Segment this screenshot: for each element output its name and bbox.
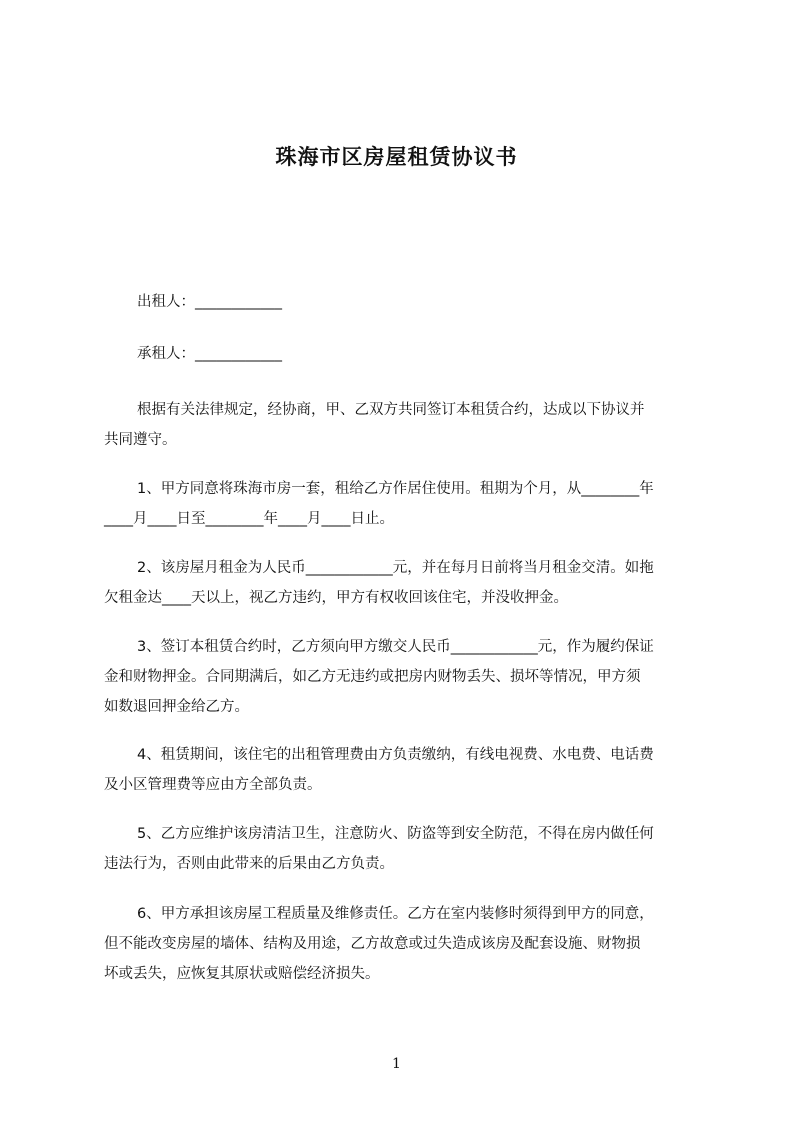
clause-6-line-2: 但不能改变房屋的墙体、结构及用途，乙方故意或过失造成该房及配套设施、财物损 [104, 936, 641, 952]
document-title: 珠海市区房屋租赁协议书 [275, 145, 518, 169]
clause-2-line-2: 欠租金达____天以上，视乙方违约，甲方有权收回该住宅，并没收押金。 [104, 590, 568, 606]
lessor-field: 出租人：____________ [137, 294, 282, 310]
clause-6-line-1: 6、甲方承担该房屋工程质量及维修责任。乙方在室内装修时须得到甲方的同意， [137, 906, 654, 922]
intro-line-1: 根据有关法律规定，经协商，甲、乙双方共同签订本租赁合约，达成以下协议并 [137, 402, 645, 418]
clause-6-paragraph [104, 899, 704, 989]
clause-3-line-1: 3、签订本租赁合约时，乙方须向甲方缴交人民币____________元，作为履约保证 [137, 639, 654, 655]
clause-5-paragraph [104, 819, 704, 879]
clause-3-line-3: 如数退回押金给乙方。 [104, 699, 249, 715]
clause-2-line-1: 2、该房屋月租金为人民币____________元，并在每月日前将当月租金交清。如拖 [137, 560, 654, 576]
clause-3-paragraph [104, 632, 704, 722]
intro-line-2: 共同遵守。 [104, 432, 177, 448]
clause-1-line-2: ____月____日至________年____月____日止。 [104, 511, 394, 527]
page-number: 1 [392, 1056, 401, 1072]
clause-4-line-1: 4、租赁期间，该住宅的出租管理费由方负责缴纳，有线电视费、水电费、电话费 [137, 747, 654, 763]
clause-6-line-3: 坏或丢失，应恢复其原状或赔偿经济损失。 [104, 966, 380, 982]
clause-1-line-1: 1、甲方同意将珠海市房一套，租给乙方作居住使用。租期为个月，从________年 [137, 481, 654, 497]
intro-paragraph [104, 395, 704, 455]
clause-2-paragraph [104, 553, 704, 613]
clause-4-paragraph [104, 740, 704, 800]
clause-4-line-2: 及小区管理费等应由方全部负责。 [104, 777, 322, 793]
clause-3-line-2: 金和财物押金。合同期满后，如乙方无违约或把房内财物丢失、损坏等情况，甲方须 [104, 669, 641, 685]
clause-1-paragraph [104, 474, 704, 534]
lessee-field: 承租人：____________ [137, 346, 282, 362]
clause-5-line-2: 违法行为，否则由此带来的后果由乙方负责。 [104, 856, 394, 872]
clause-5-line-1: 5、乙方应维护该房清洁卫生，注意防火、防盗等到安全防范，不得在房内做任何 [137, 826, 654, 842]
